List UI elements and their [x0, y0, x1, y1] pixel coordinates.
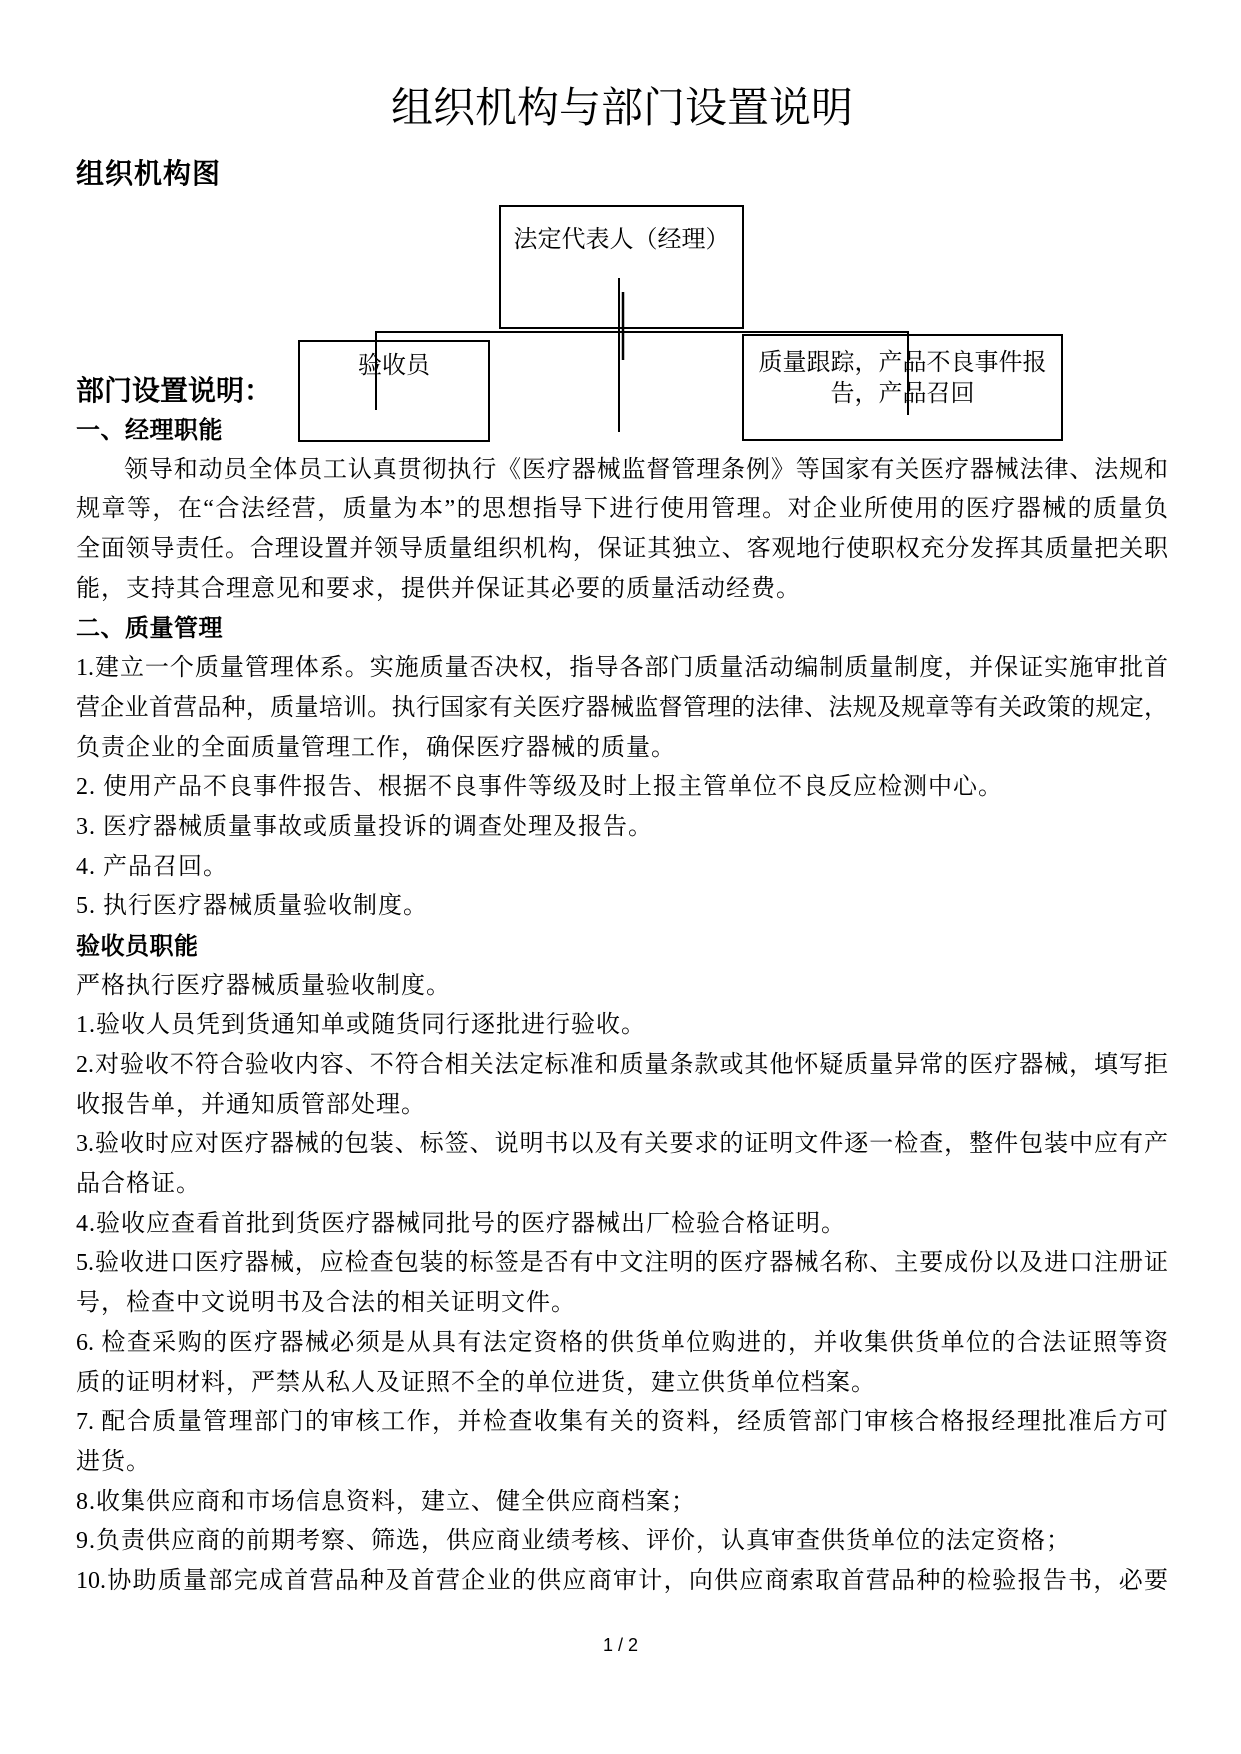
numbered-item [76, 768, 1168, 808]
text-line: 4. 产品召回。 [76, 853, 228, 880]
numbered-item [76, 649, 1168, 768]
org-node-label: 质量跟踪，产品不良事件报告，产品召回 [758, 350, 1047, 407]
text-line: 2.对验收不符合验收内容、不符合相关法定标准和质量条款或其他怀疑质量异常的医疗器械，填写拒 [76, 1052, 1168, 1078]
text-line: 6. 检查采购的医疗器械必须是从具有法定资格的供货单位购进的，并收集供货单位的合法证照等资 [76, 1329, 1168, 1356]
paragraph [76, 967, 1168, 1007]
section-heading: 验收员职能 [76, 932, 199, 960]
section-heading: 二、质量管理 [76, 615, 223, 643]
text-line: 严格执行医疗器械质量验收制度。 [76, 972, 451, 999]
text-line: 号，检查中文说明书及合法的相关证明文件。 [76, 1290, 576, 1317]
text-line: 进货。 [76, 1448, 151, 1475]
text-line: 4.验收应查看首批到货医疗器械同批号的医疗器械出厂检验合格证明。 [76, 1210, 846, 1237]
text-line: 能，支持其合理意见和要求，提供并保证其必要的质量活动经费。 [76, 575, 801, 602]
text-line: 品合格证。 [76, 1171, 201, 1198]
org-node-label: 法定代表人（经理） [513, 227, 730, 253]
section-heading: 一、经理职能 [76, 417, 223, 444]
text-line: 全面领导责任。合理设置并领导质量组织机构，保证其独立、客观地行使职权充分发挥其质量把关职 [76, 536, 1168, 563]
section-manager-duties [76, 411, 1168, 609]
numbered-item [76, 1125, 1168, 1204]
numbered-item [76, 887, 1168, 927]
department-description-heading: 部门设置说明： [76, 375, 273, 406]
text-line: 1.验收人员凭到货通知单或随货同行逐批进行验收。 [76, 1012, 646, 1039]
text-line: 9.负责供应商的前期考察、筛选，供应商业绩考核、评价，认真审查供货单位的法定资格； [76, 1528, 1071, 1555]
numbered-item [76, 1244, 1168, 1323]
page-number: 1 / 2 [602, 1635, 639, 1655]
section-inspector-duties [76, 927, 1168, 1602]
text-line: 1.建立一个质量管理体系。实施质量否决权，指导各部门质量活动编制质量制度，并保证实施审批首 [76, 655, 1168, 682]
text-line: 领导和动员全体员工认真贯彻执行《医疗器械监督管理条例》等国家有关医疗器械法律、法规和 [124, 456, 1168, 483]
paragraph [76, 451, 1168, 610]
text-line: 负责企业的全面质量管理工作，确保医疗器械的质量。 [76, 734, 676, 761]
text-line: 质的证明材料，严禁从私人及证照不全的单位进货，建立供货单位档案。 [76, 1369, 876, 1396]
text-line: 营企业首营品种，质量培训。执行国家有关医疗器械监督管理的法律、法规及规章等有关政策的规定， [76, 694, 1168, 721]
numbered-item [76, 1205, 1168, 1245]
numbered-item [76, 1483, 1168, 1523]
text-line: 规章等，在“合法经营，质量为本”的思想指导下进行使用管理。对企业所使用的医疗器械的质量负 [76, 496, 1168, 523]
numbered-item [76, 1006, 1168, 1046]
text-line: 收报告单，并通知质管部处理。 [76, 1091, 426, 1118]
numbered-item [76, 848, 1168, 888]
numbered-item [76, 1522, 1168, 1562]
page-content [76, 0, 1168, 1602]
section-quality-management [76, 609, 1168, 927]
text-line: 10.协助质量部完成首营品种及首营企业的供应商审计，向供应商索取首营品种的检验报告书，必要 [76, 1567, 1168, 1594]
numbered-item [76, 1562, 1168, 1602]
numbered-item [76, 808, 1168, 848]
text-line: 3. 医疗器械质量事故或质量投诉的调查处理及报告。 [76, 813, 653, 840]
org-chart-heading: 组织机构图 [76, 158, 222, 189]
text-line: 7. 配合质量管理部门的审核工作，并检查收集有关的资料，经质管部门审核合格报经理批准后方可 [76, 1409, 1168, 1436]
document-title: 组织机构与部门设置说明 [390, 86, 853, 132]
org-node-label: 验收员 [358, 353, 430, 379]
text-line: 5.验收进口医疗器械，应检查包装的标签是否有中文注明的医疗器械名称、主要成份以及进口注册证 [76, 1250, 1168, 1277]
numbered-item [76, 1403, 1168, 1482]
numbered-item [76, 1046, 1168, 1125]
text-line: 2. 使用产品不良事件报告、根据不良事件等级及时上报主管单位不良反应检测中心。 [76, 774, 1003, 801]
text-line: 8.收集供应商和市场信息资料，建立、健全供应商档案； [76, 1488, 696, 1515]
text-line: 3.验收时应对医疗器械的包装、标签、说明书以及有关要求的证明文件逐一检查，整件包装中应有产 [76, 1131, 1168, 1158]
text-line: 5. 执行医疗器械质量验收制度。 [76, 893, 428, 920]
numbered-item [76, 1324, 1168, 1403]
